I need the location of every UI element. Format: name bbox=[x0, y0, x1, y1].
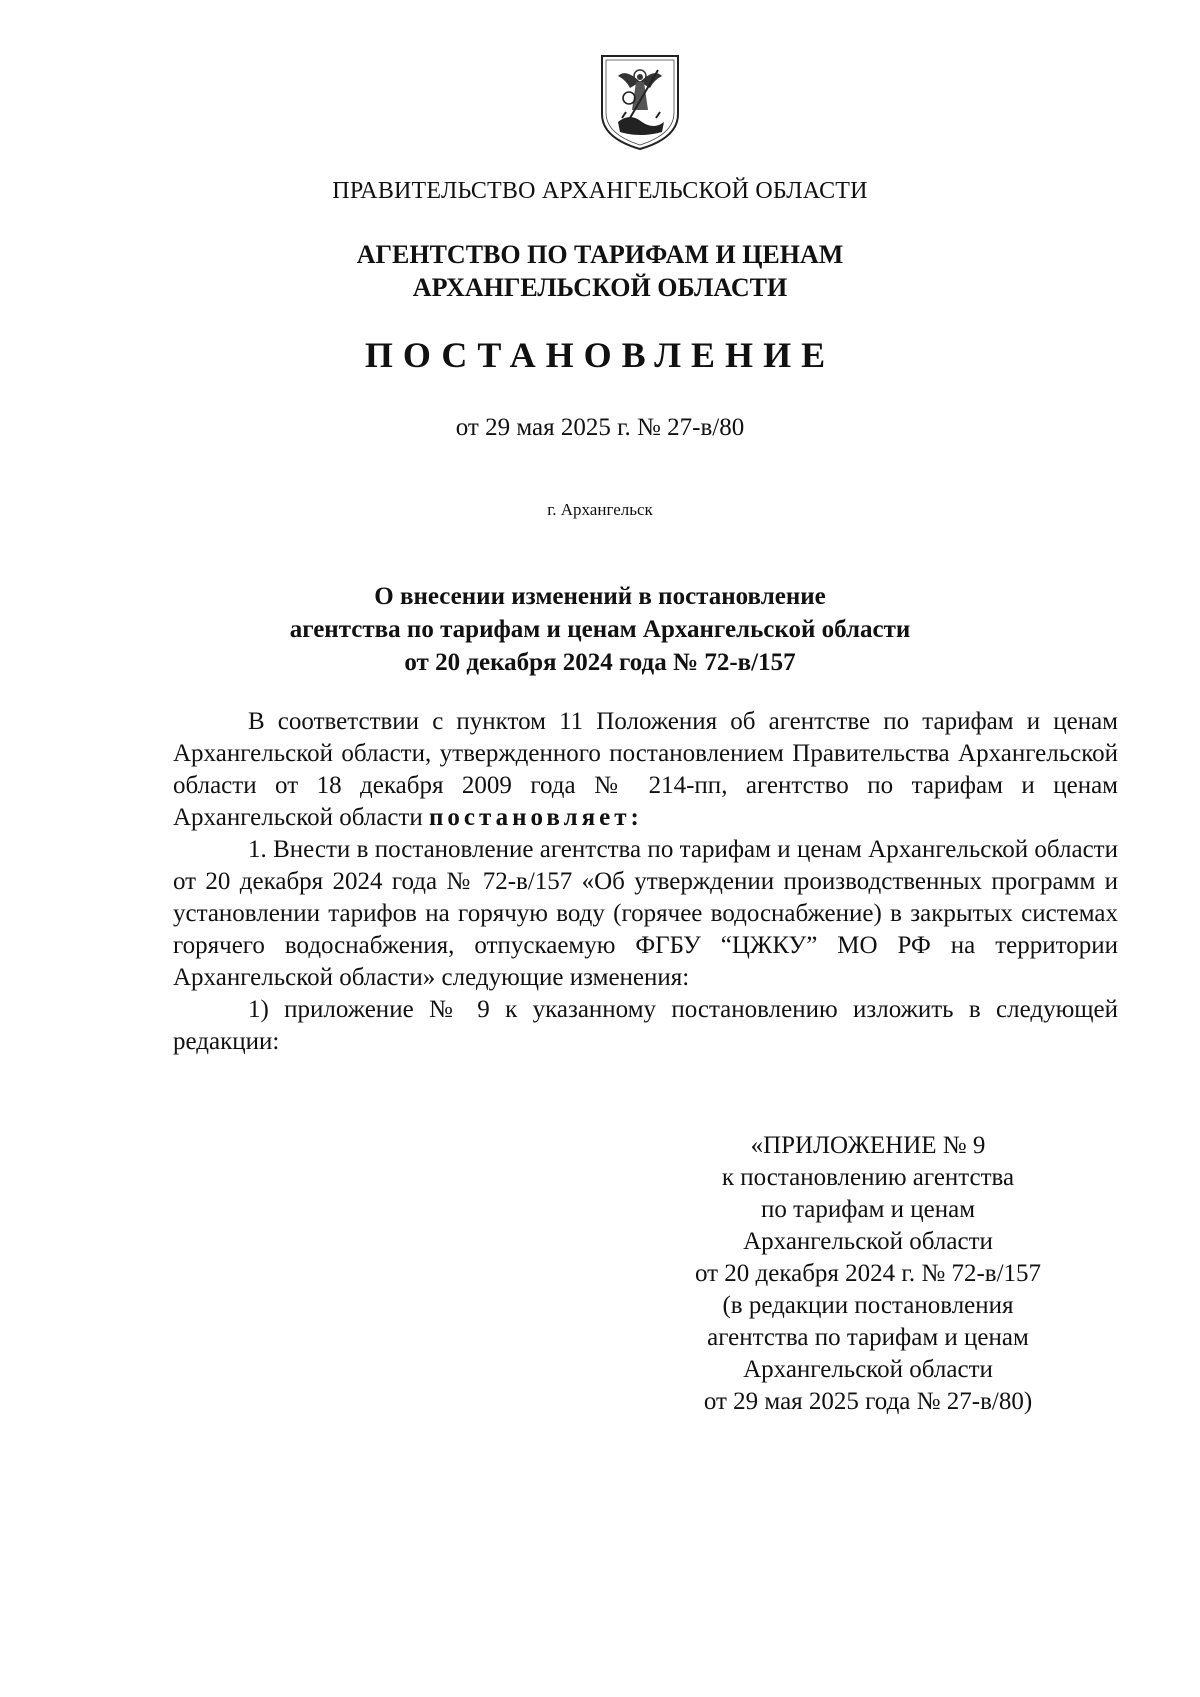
appendix-line: «ПРИЛОЖЕНИЕ № 9 bbox=[750, 1132, 986, 1159]
appendix-line: (в редакции постановления bbox=[722, 1292, 1014, 1319]
government-name: ПРАВИТЕЛЬСТВО АРХАНГЕЛЬСКОЙ ОБЛАСТИ bbox=[332, 178, 868, 204]
agency-name bbox=[0, 238, 1200, 304]
body-paragraph bbox=[173, 706, 1118, 834]
appendix-line: от 20 декабря 2024 г. № 72-в/157 bbox=[694, 1260, 1042, 1287]
paragraph-text: В соответствии с пунктом 11 Положения об агентстве по тарифам и ценам Архангельской области, утвержденного постановлением Правительства Архангельской области от 18 декабря 2009 года № 214-пп, агентство по тарифам и ценам Архангельской области bbox=[173, 708, 1118, 831]
appendix-line: от 29 мая 2025 года № 27-в/80) bbox=[703, 1388, 1033, 1415]
subject-line: агентства по тарифам и ценам Архангельской области bbox=[289, 616, 911, 643]
appendix-line: по тарифам и ценам bbox=[760, 1196, 976, 1223]
subject-line: О внесении изменений в постановление bbox=[374, 583, 826, 610]
city-name: г. Архангельск bbox=[547, 500, 653, 519]
agency-name-line: АРХАНГЕЛЬСКОЙ ОБЛАСТИ bbox=[412, 273, 788, 302]
decree-body bbox=[173, 706, 1118, 1058]
appendix-line: к постановлению агентства bbox=[721, 1164, 1015, 1191]
body-paragraph: 1. Внести в постановление агентства по тарифам и ценам Архангельской области от 20 декабря 2024 года № 72-в/157 «Об утверждении производственных программ и установлении тарифов на горячую воду (горячее водоснабжение) в закрытых системах горячего водоснабжения, отпускаемую ФГБУ “ЦЖКУ” МО РФ на территории Архангельской области» следующие изменения: bbox=[173, 836, 1118, 991]
appendix-line: агентства по тарифам и ценам bbox=[707, 1324, 1029, 1351]
agency-name-line: АГЕНТСТВО ПО ТАРИФАМ И ЦЕНАМ bbox=[356, 240, 844, 269]
decree-subject bbox=[0, 580, 1200, 679]
appendix-heading bbox=[668, 1130, 1068, 1418]
appendix-line: Архангельской области bbox=[743, 1228, 993, 1255]
body-paragraph: 1) приложение № 9 к указанному постановлению изложить в следующей редакции: bbox=[173, 996, 1118, 1055]
appendix-line: Архангельской области bbox=[743, 1356, 993, 1383]
document-type-title: ПОСТАНОВЛЕНИЕ bbox=[364, 335, 836, 375]
decree-verb: постановляет: bbox=[429, 804, 643, 831]
subject-line: от 20 декабря 2024 года № 72-в/157 bbox=[404, 649, 796, 676]
coat-of-arms-icon bbox=[596, 52, 684, 152]
decree-date-number: от 29 мая 2025 г. № 27-в/80 bbox=[455, 414, 745, 441]
